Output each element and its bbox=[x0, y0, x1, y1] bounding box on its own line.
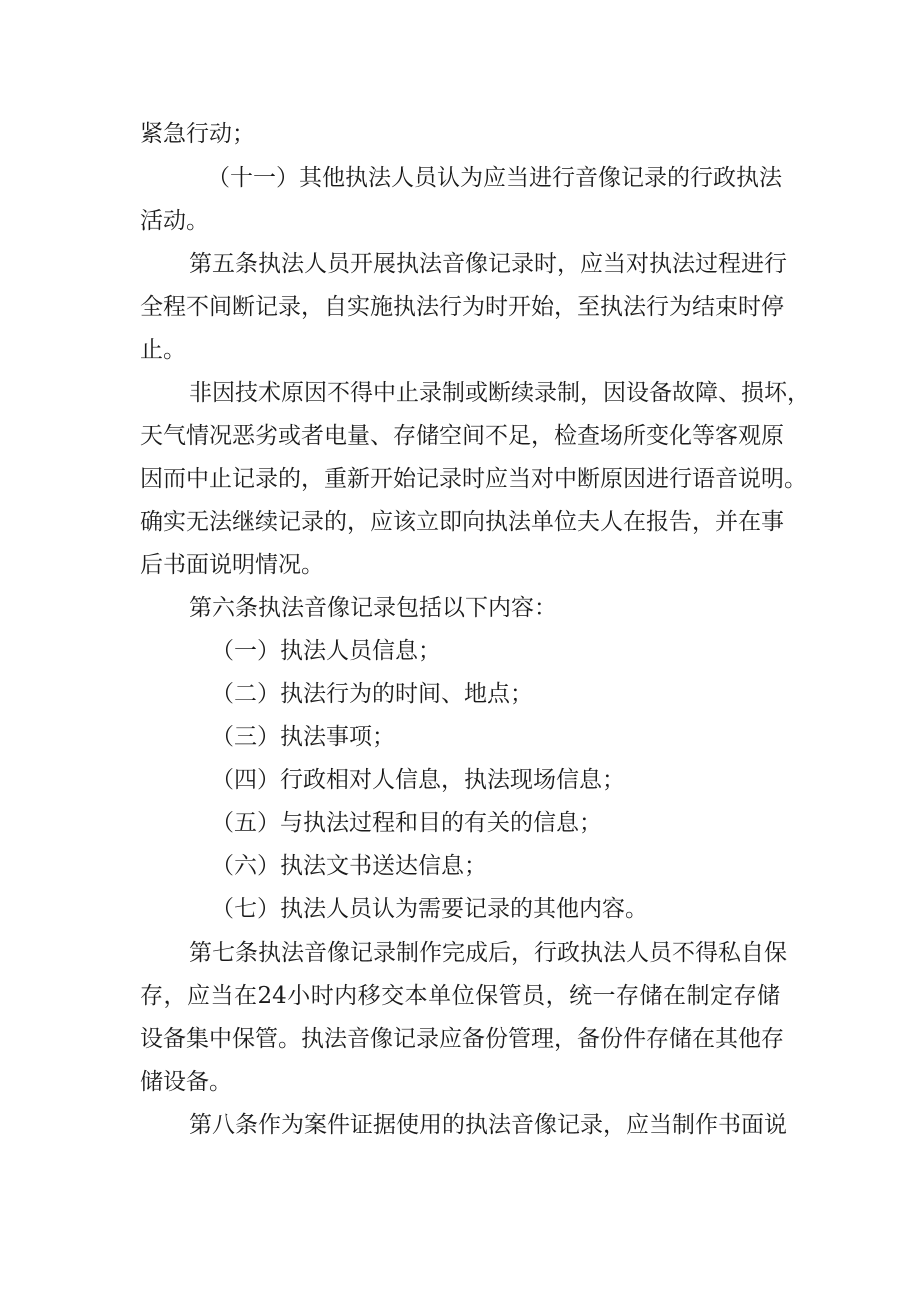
text-line: 止。 bbox=[140, 337, 186, 363]
text-line: 确实无法继续记录的，应该立即向执法单位夫人在报告，并在事 bbox=[140, 509, 784, 535]
text-line: 天气情况恶劣或者电量、存储空间不足，检查场所变化等客观原 bbox=[140, 423, 784, 449]
text-line: 设备集中保管。执法音像记录应备份管理，备份件存储在其他存 bbox=[140, 1026, 784, 1052]
list-item: （六）执法文书送达信息； bbox=[211, 853, 487, 879]
text-line: 全程不间断记录，自实施执法行为时开始，至执法行为结束时停 bbox=[140, 294, 784, 320]
text-line: 因而中止记录的，重新开始记录时应当对中断原因进行语音说明。 bbox=[140, 466, 807, 492]
list-item: （三）执法事项； bbox=[211, 724, 395, 750]
text-line: 活动。 bbox=[140, 208, 209, 234]
text-line: 第八条作为案件证据使用的执法音像记录，应当制作书面说 bbox=[189, 1112, 787, 1138]
list-item: （一）执法人员信息； bbox=[211, 638, 441, 664]
text-line: 第五条执法人员开展执法音像记录时，应当对执法过程进行 bbox=[189, 251, 787, 277]
text-line: （十一）其他执法人员认为应当进行音像记录的行政执法 bbox=[207, 165, 782, 191]
list-item: （四）行政相对人信息，执法现场信息； bbox=[211, 767, 625, 793]
text-line: 储设备。 bbox=[140, 1069, 232, 1095]
text-line: 后书面说明情况。 bbox=[140, 552, 324, 578]
text-line: 非因技术原因不得中止录制或断续录制，因设备故障、损坏， bbox=[189, 380, 810, 406]
text-line: 第七条执法音像记录制作完成后，行政执法人员不得私自保 bbox=[189, 940, 787, 966]
text-line: 第六条执法音像记录包括以下内容： bbox=[189, 595, 557, 621]
list-item: （五）与执法过程和目的有关的信息； bbox=[211, 810, 602, 836]
text-line: 紧急行动； bbox=[140, 121, 255, 147]
text-line: 存，应当在24小时内移交本单位保管员，统一存储在制定存储 bbox=[140, 983, 780, 1009]
list-item: （七）执法人员认为需要记录的其他内容。 bbox=[211, 896, 648, 922]
list-item: （二）执法行为的时间、地点； bbox=[211, 681, 533, 707]
